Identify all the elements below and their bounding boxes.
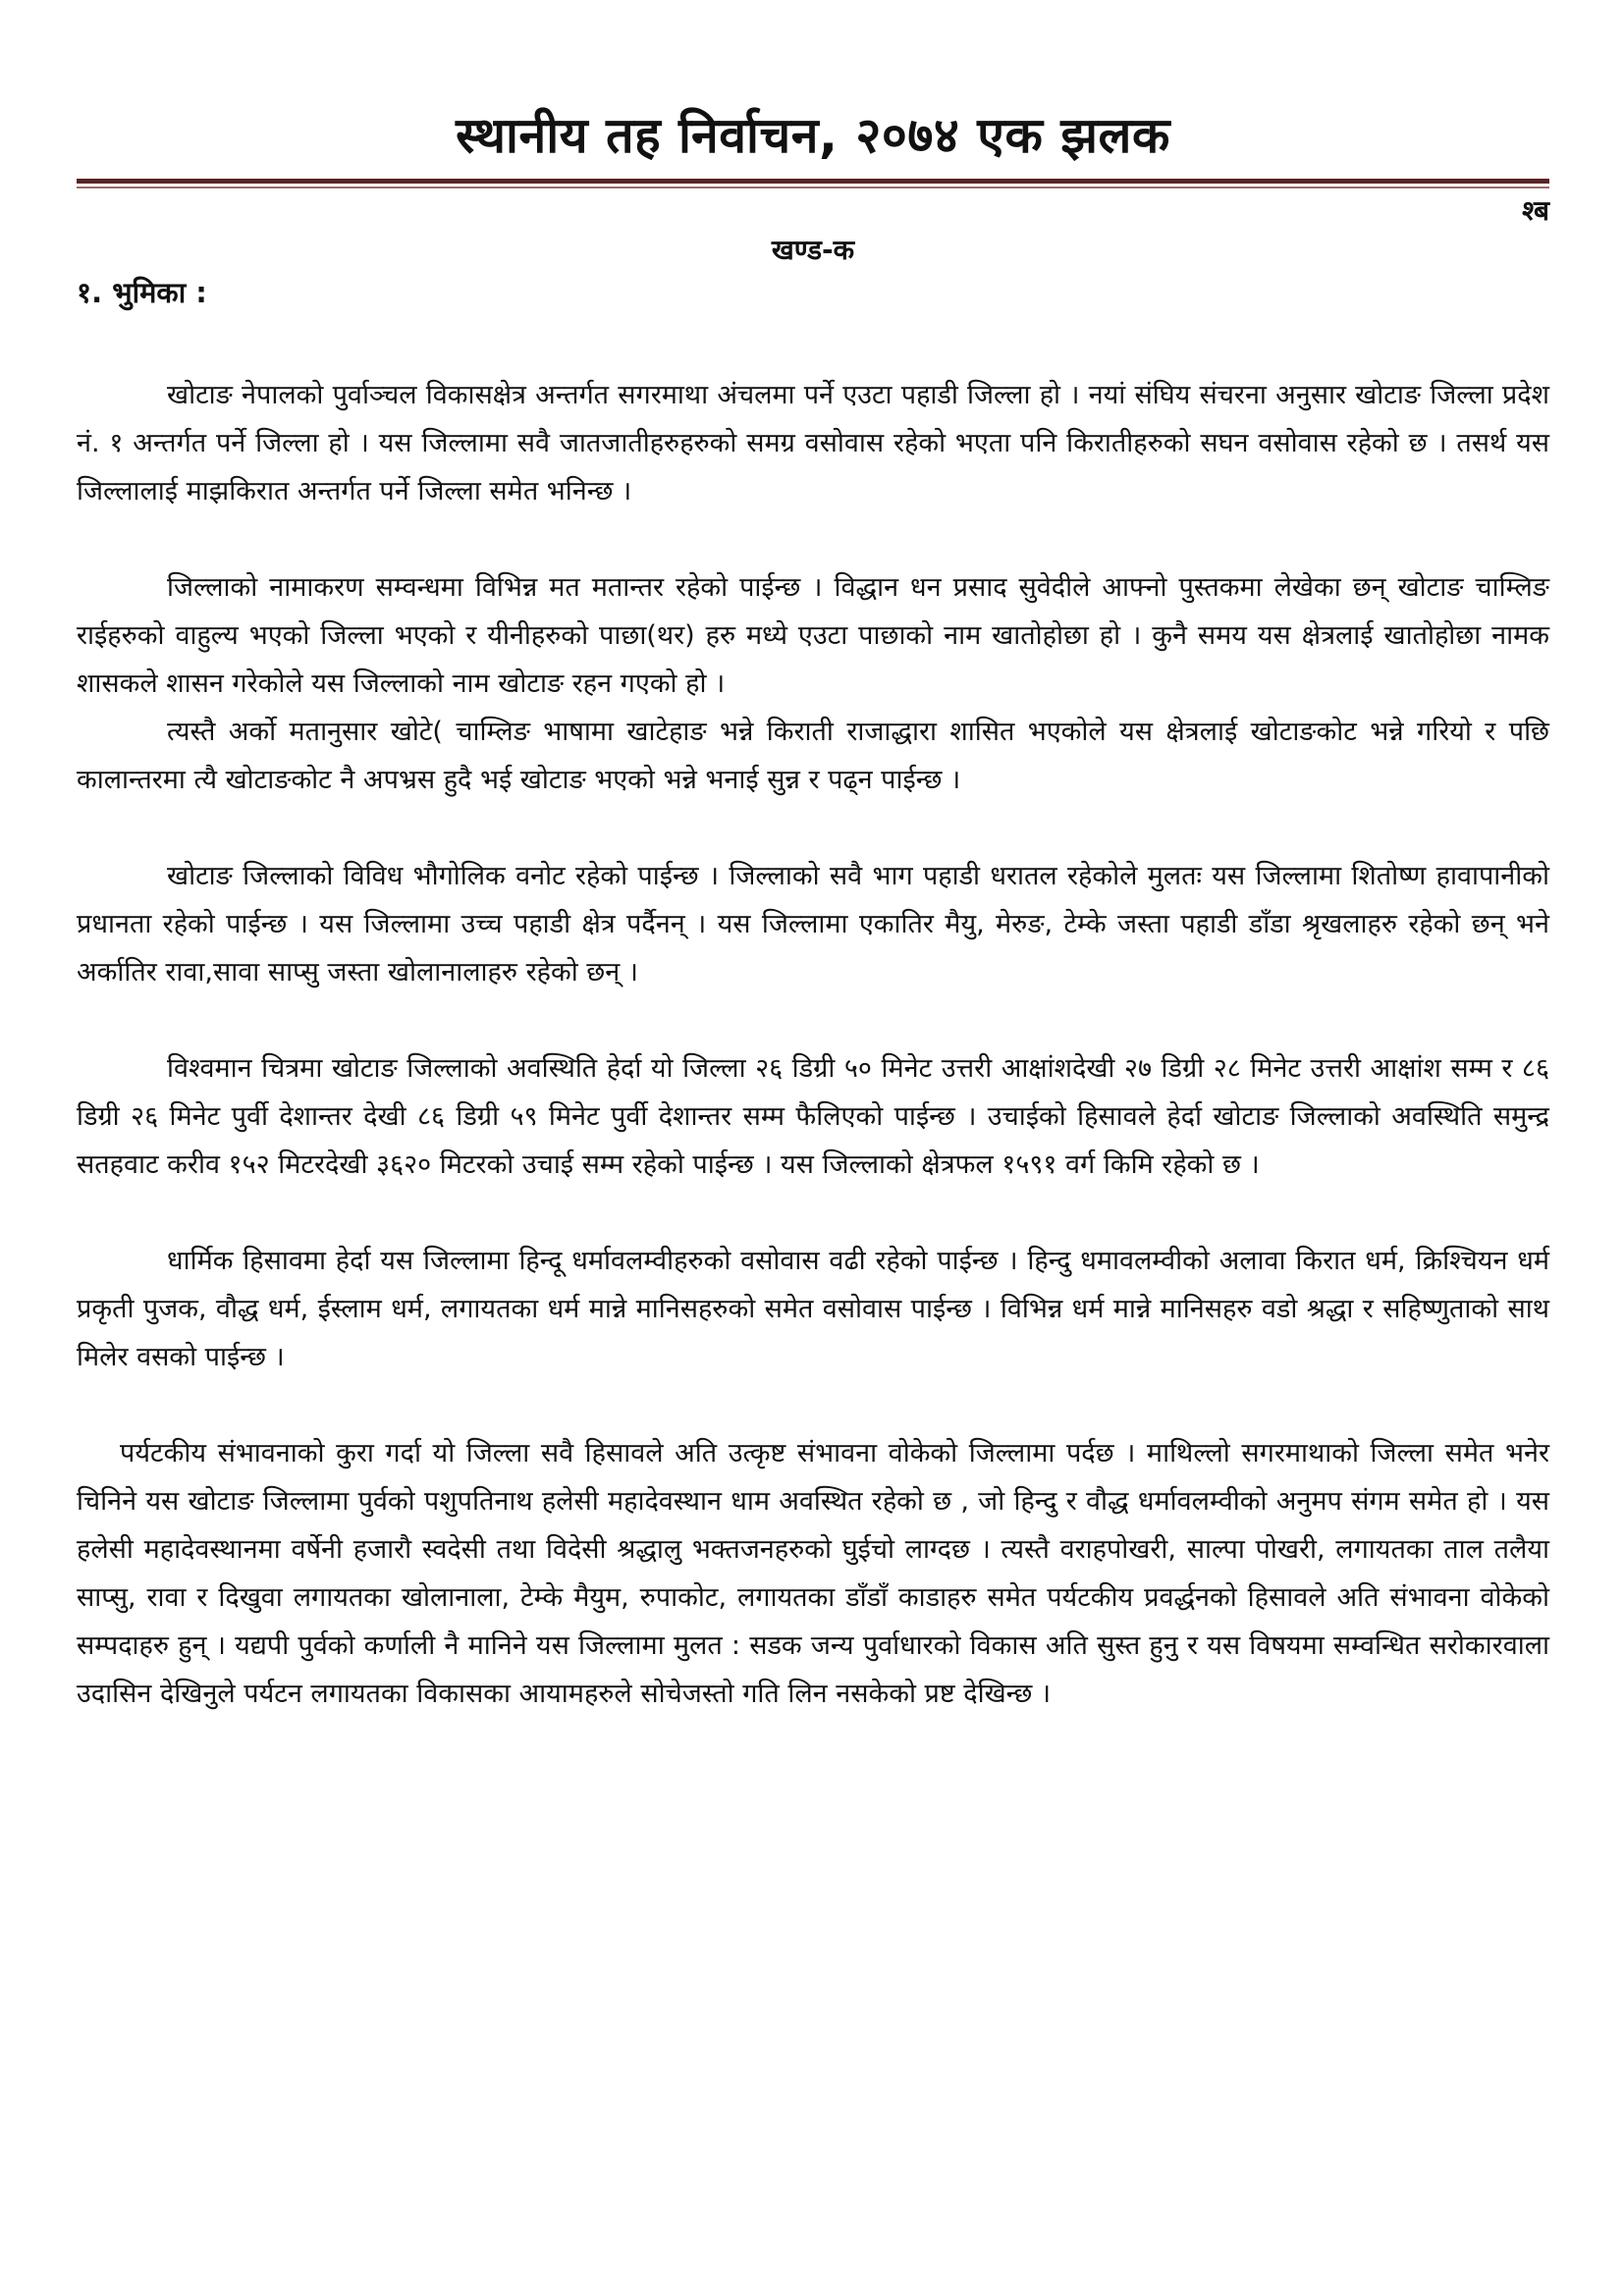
page-marker: श्ब xyxy=(1522,194,1549,227)
section-heading: १. भुमिका : xyxy=(77,276,207,309)
paragraph-3: त्यस्तै अर्को मतानुसार खोटे( चाम्लिङ भाषामा खाटेहाङ भन्ने किराती राजाद्धारा शासित भएकोले यस क्षेत्रलाई खोटाङकोट भन्ने गरियो र पछि कालान्तरमा त्यै खोटाङकोट नै अपभ्रस हुदै भई खोटाङ भएको भन्ने भनाई सुन्न र पढ्न पाईन्छ । xyxy=(77,717,1549,795)
paragraph-6: धार्मिक हिसावमा हेर्दा यस जिल्लामा हिन्दू धर्मावलम्वीहरुको वसोवास वढी रहेको पाईन्छ । हिन्दु धमावलम्वीको अलावा किरात धर्म, क्रिश्चियन धर्म प्रकृती पुजक, वौद्ध धर्म, ईस्लाम धर्म, लगायतका धर्म मान्ने मानिसहरुको समेत वसोवास पाईन्छ । विभिन्न धर्म मान्ने मानिसहरु वडो श्रद्धा र सहिष्णुताको साथ मिलेर वसको पाईन्छ । xyxy=(77,1246,1549,1372)
title-rule-thick xyxy=(77,179,1549,184)
paragraph-5: विश्वमान चित्रमा खोटाङ जिल्लाको अवस्थिति हेर्दा यो जिल्ला २६ डिग्री ५० मिनेट उत्तरी आक्षांशदेखी २७ डिग्री २८ मिनेट उत्तरी आक्षांश सम्म र ८६ डिग्री २६ मिनेट पुर्वी देशान्तर देखी ८६ डिग्री ५९ मिनेट पुर्वी देशान्तर सम्म फैलिएको पाईन्छ । उचाईको हिसावले हेर्दा खोटाङ जिल्लाको अवस्थिति समुन्द्र सतहवाट करीव १५२ मिटरदेखी ३६२० मिटरको उचाई सम्म रहेको पाईन्छ । यस जिल्लाको क्षेत्रफल १५९१ वर्ग किमि रहेको छ । xyxy=(77,1053,1549,1180)
paragraph-2: जिल्लाको नामाकरण सम्वन्धमा विभिन्न मत मतान्तर रहेको पाईन्छ । विद्धान धन प्रसाद सुवेदीले आफ्नो पुस्तकमा लेखेका छन् खोटाङ चाम्लिङ राईहरुको वाहुल्य भएको जिल्ला भएको र यीनीहरुको पाछा(थर) हरु मध्ये एउटा पाछाको नाम खातोहोछा हो । कुनै समय यस क्षेत्रलाई खातोहोछा नामक शासकले शासन गरेकोले यस जिल्लाको नाम खोटाङ रहन गएको हो । xyxy=(77,572,1549,699)
page-title: स्थानीय तह निर्वाचन, २०७४ एक झलक xyxy=(456,107,1170,164)
paragraph-7: पर्यटकीय संभावनाको कुरा गर्दा यो जिल्ला सवै हिसावले अति उत्कृष्ट संभावना वोकेको जिल्लामा पर्दछ । माथिल्लो सगरमाथाको जिल्ला समेत भनेर चिनिने यस खोटाङ जिल्लामा पुर्वको पशुपतिनाथ हलेसी महादेवस्थान धाम अवस्थित रहेको छ , जो हिन्दु र वौद्ध धर्मावलम्वीको अनुमप संगम समेत हो । यस हलेसी महादेवस्थानमा वर्षेनी हजारौ स्वदेसी तथा विदेसी श्रद्धालु भक्तजनहरुको घुईचो लाग्दछ । त्यस्तै वराहपोखरी, साल्पा पोखरी, लगायतका ताल तलैया साप्सु, रावा र दिखुवा लगायतका खोलानाला, टेम्के मैयुम, रुपाकोट, लगायतका डाँडाँ काडाहरु समेत पर्यटकीय प्रवर्द्धनको हिसावले अति संभावना वोकेको सम्पदाहरु हुन् । यद्यपी पुर्वको कर्णाली नै मानिने यस जिल्लामा मुलत : सडक जन्य पुर्वाधारको विकास अति सुस्त हुनु र यस विषयमा सम्वन्धित सरोकारवाला उदासिन देखिनुले पर्यटन लगायतका विकासका आयामहरुले सोचेजस्तो गति लिन नसकेको प्रष्ट देखिन्छ । xyxy=(77,1438,1549,1709)
title-rule-thin xyxy=(77,187,1549,188)
paragraph-1: खोटाङ नेपालको पुर्वाञ्चल विकासक्षेत्र अन्तर्गत सगरमाथा अंचलमा पर्ने एउटा पहाडी जिल्ला हो । नयां संघिय संचरना अनुसार खोटाङ जिल्ला प्रदेश नं. १ अन्तर्गत पर्ने जिल्ला हो । यस जिल्लामा सवै जातजातीहरुहरुको समग्र वसोवास रहेको भएता पनि किरातीहरुको सघन वसोवास रहेको छ । तसर्थ यस जिल्लालाई माझकिरात अन्तर्गत पर्ने जिल्ला समेत भनिन्छ । xyxy=(77,380,1549,507)
body-text xyxy=(77,371,1549,1718)
section-label: खण्ड-क xyxy=(771,234,855,266)
paragraph-4: खोटाङ जिल्लाको विविध भौगोलिक वनोट रहेको पाईन्छ । जिल्लाको सवै भाग पहाडी धरातल रहेकोले मुलतः यस जिल्लामा शितोष्ण हावापानीको प्रधानता रहेको पाईन्छ । यस जिल्लामा उच्च पहाडी क्षेत्र पर्दैनन् । यस जिल्लामा एकातिर मैयु, मेरुङ, टेम्के जस्ता पहाडी डाँडा श्रृखलाहरु रहेको छन् भने अर्कातिर रावा,सावा साप्सु जस्ता खोलानालाहरु रहेको छन् । xyxy=(77,861,1549,988)
